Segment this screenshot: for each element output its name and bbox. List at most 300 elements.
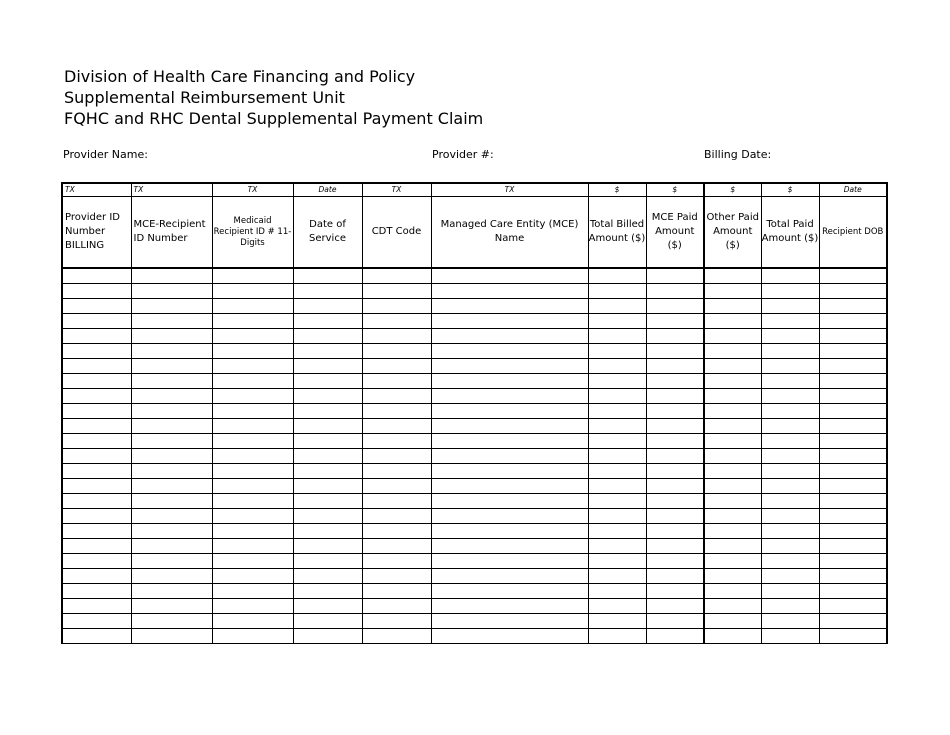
table-cell[interactable] [819,284,887,299]
table-cell[interactable] [819,464,887,479]
table-row [62,599,887,614]
table-cell[interactable] [293,464,362,479]
table-cell[interactable] [588,494,646,509]
table-cell[interactable] [62,359,131,374]
table-cell[interactable] [212,434,293,449]
table-cell[interactable] [362,539,431,554]
table-cell[interactable] [212,494,293,509]
table-cell[interactable] [131,479,212,494]
claim-table [61,182,888,644]
table-cell[interactable] [131,584,212,599]
table-cell[interactable] [704,524,761,539]
table-cell[interactable] [212,524,293,539]
table-cell[interactable] [362,449,431,464]
table-cell[interactable] [431,329,588,344]
table-cell[interactable] [362,314,431,329]
table-cell[interactable] [293,479,362,494]
table-cell[interactable] [131,449,212,464]
table-cell[interactable] [646,524,704,539]
table-cell[interactable] [646,374,704,389]
table-cell[interactable] [131,404,212,419]
table-cell[interactable] [704,629,761,644]
table-cell[interactable] [819,389,887,404]
table-cell[interactable] [431,389,588,404]
table-cell[interactable] [704,509,761,524]
table-cell[interactable] [62,494,131,509]
table-cell[interactable] [761,374,819,389]
table-cell[interactable] [62,479,131,494]
table-cell[interactable] [704,599,761,614]
table-cell[interactable] [131,299,212,314]
table-cell[interactable] [646,569,704,584]
table-cell[interactable] [293,509,362,524]
table-cell[interactable] [62,449,131,464]
table-cell[interactable] [761,524,819,539]
table-cell[interactable] [431,464,588,479]
table-cell[interactable] [819,554,887,569]
table-cell[interactable] [62,584,131,599]
table-cell[interactable] [131,344,212,359]
table-cell[interactable] [819,299,887,314]
table-cell[interactable] [761,299,819,314]
table-row [62,524,887,539]
column-type-row [62,183,887,197]
table-cell[interactable] [704,268,761,284]
table-cell[interactable] [362,554,431,569]
table-cell[interactable] [293,359,362,374]
table-cell[interactable] [62,329,131,344]
table-cell[interactable] [362,268,431,284]
table-cell[interactable] [212,599,293,614]
table-cell[interactable] [362,509,431,524]
table-cell[interactable] [62,539,131,554]
table-cell[interactable] [761,584,819,599]
table-cell[interactable] [212,284,293,299]
table-cell[interactable] [293,404,362,419]
table-cell[interactable] [62,434,131,449]
table-cell[interactable] [704,464,761,479]
table-cell[interactable] [362,464,431,479]
table-cell[interactable] [704,344,761,359]
table-cell[interactable] [704,494,761,509]
table-cell[interactable] [62,268,131,284]
table-cell[interactable] [131,509,212,524]
table-cell[interactable] [431,449,588,464]
table-cell[interactable] [212,584,293,599]
table-cell[interactable] [761,359,819,374]
table-cell[interactable] [704,404,761,419]
table-cell[interactable] [761,284,819,299]
table-cell[interactable] [431,629,588,644]
table-cell[interactable] [646,359,704,374]
table-cell[interactable] [588,344,646,359]
table-cell[interactable] [62,344,131,359]
table-cell[interactable] [761,389,819,404]
table-cell[interactable] [646,389,704,404]
table-cell[interactable] [646,539,704,554]
table-cell[interactable] [761,434,819,449]
title-claim: FQHC and RHC Dental Supplemental Payment Claim [64,109,484,128]
table-row [62,329,887,344]
table-cell[interactable] [588,524,646,539]
type-mce-name: TX [431,183,588,197]
table-cell[interactable] [212,359,293,374]
table-cell[interactable] [704,419,761,434]
table-cell[interactable] [431,614,588,629]
table-cell[interactable] [646,464,704,479]
table-cell[interactable] [819,374,887,389]
table-cell[interactable] [293,284,362,299]
table-cell[interactable] [362,284,431,299]
table-cell[interactable] [588,539,646,554]
table-cell[interactable] [761,464,819,479]
table-cell[interactable] [431,268,588,284]
type-total-billed: $ [588,183,646,197]
table-cell[interactable] [819,509,887,524]
table-cell[interactable] [646,584,704,599]
table-cell[interactable] [212,314,293,329]
table-cell[interactable] [819,314,887,329]
table-row [62,284,887,299]
table-cell[interactable] [431,284,588,299]
table-cell[interactable] [761,569,819,584]
table-cell[interactable] [62,569,131,584]
table-cell[interactable] [431,599,588,614]
table-cell[interactable] [819,524,887,539]
table-cell[interactable] [431,554,588,569]
table-cell[interactable] [646,268,704,284]
table-cell[interactable] [293,539,362,554]
table-cell[interactable] [646,329,704,344]
type-total-paid: $ [761,183,819,197]
table-cell[interactable] [62,614,131,629]
table-cell[interactable] [212,374,293,389]
table-cell[interactable] [704,374,761,389]
table-cell[interactable] [646,284,704,299]
table-cell[interactable] [62,284,131,299]
table-cell[interactable] [293,569,362,584]
table-cell[interactable] [704,584,761,599]
table-cell[interactable] [646,494,704,509]
table-cell[interactable] [704,299,761,314]
table-cell[interactable] [131,524,212,539]
table-cell[interactable] [131,268,212,284]
table-cell[interactable] [293,419,362,434]
table-row [62,374,887,389]
table-cell[interactable] [62,629,131,644]
table-cell[interactable] [293,389,362,404]
table-cell[interactable] [212,554,293,569]
table-cell[interactable] [646,629,704,644]
table-row [62,449,887,464]
table-cell[interactable] [704,479,761,494]
table-cell[interactable] [362,524,431,539]
table-cell[interactable] [819,344,887,359]
table-row [62,389,887,404]
table-cell[interactable] [293,494,362,509]
table-cell[interactable] [62,599,131,614]
table-cell[interactable] [212,268,293,284]
table-cell[interactable] [212,344,293,359]
table-cell[interactable] [761,494,819,509]
table-cell[interactable] [293,299,362,314]
table-cell[interactable] [62,314,131,329]
table-cell[interactable] [362,374,431,389]
table-cell[interactable] [62,524,131,539]
table-cell[interactable] [761,479,819,494]
table-cell[interactable] [588,419,646,434]
table-cell[interactable] [131,554,212,569]
table-cell[interactable] [293,584,362,599]
table-cell[interactable] [212,509,293,524]
table-cell[interactable] [588,509,646,524]
table-cell[interactable] [293,434,362,449]
table-cell[interactable] [588,284,646,299]
table-cell[interactable] [704,329,761,344]
table-cell[interactable] [293,554,362,569]
table-row [62,614,887,629]
table-cell[interactable] [819,419,887,434]
table-cell[interactable] [819,449,887,464]
table-cell[interactable] [431,539,588,554]
table-cell[interactable] [646,434,704,449]
table-cell[interactable] [646,509,704,524]
table-cell[interactable] [431,479,588,494]
table-cell[interactable] [293,614,362,629]
table-cell[interactable] [819,494,887,509]
table-cell[interactable] [819,404,887,419]
table-cell[interactable] [62,299,131,314]
table-cell[interactable] [761,404,819,419]
table-cell[interactable] [362,494,431,509]
table-cell[interactable] [362,419,431,434]
table-cell[interactable] [431,509,588,524]
table-cell[interactable] [588,299,646,314]
table-cell[interactable] [819,599,887,614]
table-cell[interactable] [761,268,819,284]
header-other-paid: Other Paid Amount ($) [704,197,761,269]
table-row [62,268,887,284]
header-total-billed: Total Billed Amount ($) [588,197,646,269]
table-cell[interactable] [646,449,704,464]
table-cell[interactable] [62,419,131,434]
table-cell[interactable] [62,374,131,389]
type-date-of-service: Date [293,183,362,197]
table-cell[interactable] [212,404,293,419]
table-cell[interactable] [362,479,431,494]
table-cell[interactable] [62,464,131,479]
table-cell[interactable] [431,494,588,509]
table-cell[interactable] [704,389,761,404]
table-cell[interactable] [588,599,646,614]
table-cell[interactable] [819,584,887,599]
table-cell[interactable] [131,329,212,344]
table-cell[interactable] [588,314,646,329]
table-cell[interactable] [431,299,588,314]
type-medicaid-recipient-id: TX [212,183,293,197]
table-cell[interactable] [646,404,704,419]
table-cell[interactable] [293,524,362,539]
table-cell[interactable] [431,374,588,389]
table-cell[interactable] [293,599,362,614]
table-cell[interactable] [646,614,704,629]
table-row [62,584,887,599]
table-cell[interactable] [362,629,431,644]
table-cell[interactable] [362,404,431,419]
table-cell[interactable] [362,569,431,584]
table-cell[interactable] [212,479,293,494]
table-cell[interactable] [588,389,646,404]
table-cell[interactable] [588,329,646,344]
table-cell[interactable] [588,584,646,599]
table-cell[interactable] [761,419,819,434]
table-cell[interactable] [761,314,819,329]
table-cell[interactable] [819,539,887,554]
table-cell[interactable] [131,494,212,509]
table-cell[interactable] [761,629,819,644]
table-cell[interactable] [293,314,362,329]
table-cell[interactable] [588,464,646,479]
table-cell[interactable] [362,329,431,344]
table-cell[interactable] [819,434,887,449]
table-cell[interactable] [62,554,131,569]
table-cell[interactable] [131,419,212,434]
table-cell[interactable] [819,359,887,374]
table-cell[interactable] [62,389,131,404]
table-cell[interactable] [131,374,212,389]
table-cell[interactable] [293,329,362,344]
header-recipient-dob: Recipient DOB [819,197,887,269]
table-cell[interactable] [431,344,588,359]
column-header-row [62,197,887,269]
table-cell[interactable] [704,614,761,629]
table-cell[interactable] [704,569,761,584]
table-cell[interactable] [588,569,646,584]
table-cell[interactable] [62,404,131,419]
table-row [62,464,887,479]
table-cell[interactable] [362,359,431,374]
table-cell[interactable] [819,629,887,644]
table-cell[interactable] [293,268,362,284]
table-cell[interactable] [212,449,293,464]
table-cell[interactable] [588,434,646,449]
table-cell[interactable] [588,554,646,569]
table-cell[interactable] [704,359,761,374]
table-cell[interactable] [131,629,212,644]
table-cell[interactable] [212,569,293,584]
table-cell[interactable] [588,614,646,629]
table-cell[interactable] [646,299,704,314]
table-cell[interactable] [819,569,887,584]
table-cell[interactable] [293,374,362,389]
table-cell[interactable] [761,539,819,554]
table-cell[interactable] [761,599,819,614]
table-cell[interactable] [431,524,588,539]
table-cell[interactable] [588,449,646,464]
table-cell[interactable] [131,539,212,554]
table-cell[interactable] [131,569,212,584]
table-cell[interactable] [362,614,431,629]
table-cell[interactable] [131,284,212,299]
table-cell[interactable] [431,584,588,599]
table-cell[interactable] [704,449,761,464]
table-cell[interactable] [362,584,431,599]
table-cell[interactable] [131,389,212,404]
table-cell[interactable] [212,419,293,434]
table-cell[interactable] [588,374,646,389]
table-cell[interactable] [431,404,588,419]
table-cell[interactable] [212,464,293,479]
table-cell[interactable] [431,359,588,374]
table-cell[interactable] [761,344,819,359]
table-cell[interactable] [761,449,819,464]
table-cell[interactable] [131,599,212,614]
table-cell[interactable] [588,359,646,374]
table-cell[interactable] [212,629,293,644]
table-cell[interactable] [131,614,212,629]
table-cell[interactable] [431,569,588,584]
header-mce-name: Managed Care Entity (MCE) Name [431,197,588,269]
table-cell[interactable] [588,629,646,644]
table-cell[interactable] [362,389,431,404]
table-cell[interactable] [646,419,704,434]
header-total-paid: Total Paid Amount ($) [761,197,819,269]
table-cell[interactable] [131,314,212,329]
table-cell[interactable] [212,614,293,629]
table-cell[interactable] [362,299,431,314]
table-cell[interactable] [131,434,212,449]
table-cell[interactable] [646,344,704,359]
table-cell[interactable] [131,359,212,374]
table-cell[interactable] [212,299,293,314]
table-cell[interactable] [362,599,431,614]
table-cell[interactable] [761,329,819,344]
table-cell[interactable] [293,344,362,359]
table-cell[interactable] [131,464,212,479]
table-cell[interactable] [212,329,293,344]
table-cell[interactable] [646,554,704,569]
table-cell[interactable] [212,389,293,404]
table-cell[interactable] [704,314,761,329]
table-cell[interactable] [819,329,887,344]
table-cell[interactable] [588,268,646,284]
table-cell[interactable] [761,614,819,629]
table-cell[interactable] [704,539,761,554]
table-cell[interactable] [704,554,761,569]
table-cell[interactable] [431,314,588,329]
table-cell[interactable] [761,554,819,569]
table-cell[interactable] [646,479,704,494]
table-cell[interactable] [646,599,704,614]
table-cell[interactable] [588,479,646,494]
table-cell[interactable] [704,284,761,299]
table-cell[interactable] [588,404,646,419]
table-cell[interactable] [362,344,431,359]
table-cell[interactable] [819,268,887,284]
table-cell[interactable] [431,419,588,434]
table-cell[interactable] [212,539,293,554]
table-cell[interactable] [293,449,362,464]
table-cell[interactable] [704,434,761,449]
table-cell[interactable] [431,434,588,449]
table-cell[interactable] [819,479,887,494]
table-cell[interactable] [761,509,819,524]
table-cell[interactable] [62,509,131,524]
table-cell[interactable] [819,614,887,629]
table-cell[interactable] [362,434,431,449]
table-cell[interactable] [646,314,704,329]
table-cell[interactable] [293,629,362,644]
